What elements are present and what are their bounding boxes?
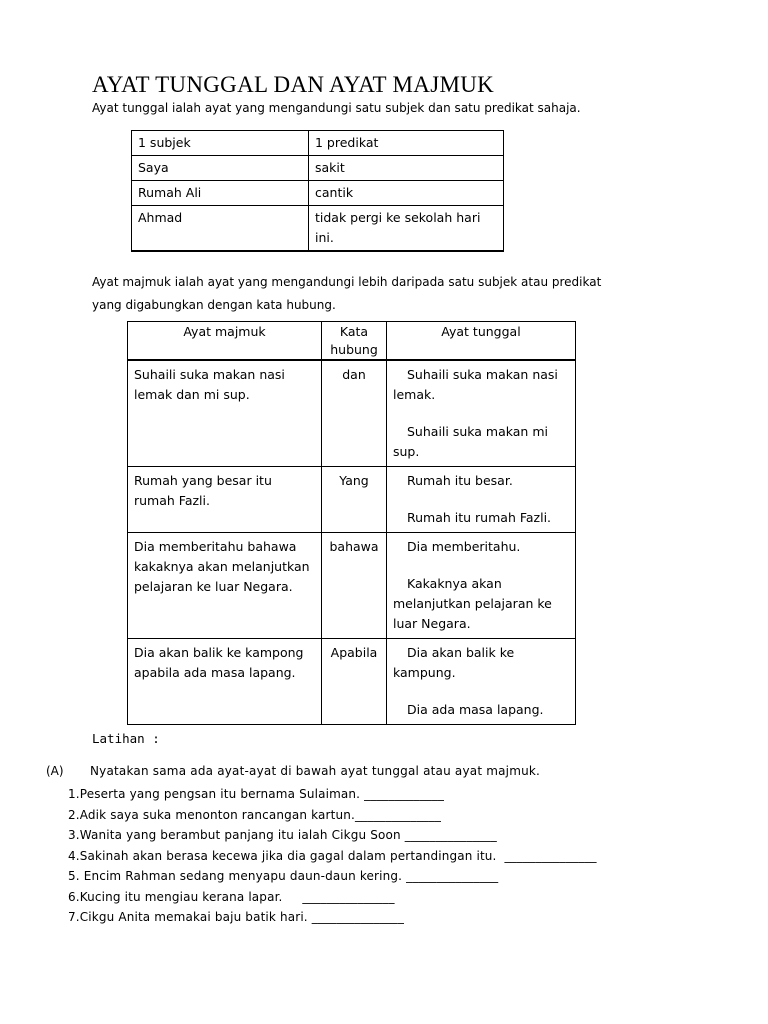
exercise-item: 1.Peserta yang pengsan itu bernama Sulaiman. _____________ (68, 787, 445, 801)
exercise-item: 2.Adik saya suka menonton rancangan kartun.______________ (68, 807, 442, 822)
tunggal-sentence: Suhaili suka makan nasi lemak. (393, 367, 558, 402)
exercise-item: 5. Encim Rahman sedang menyapu daun-daun kering. _______________ (68, 869, 499, 883)
cell-tunggal (387, 639, 576, 725)
table-row (128, 533, 576, 639)
exercise-item: 4.Sakinah akan berasa kecewa jika dia gagal dalam pertandingan itu. _______________ (68, 848, 597, 863)
header-ayat-majmuk: Ayat majmuk (128, 322, 322, 361)
cell-majmuk: Rumah yang besar itu rumah Fazli. (128, 467, 322, 533)
cell-predikat: cantik (309, 181, 504, 206)
table-row (128, 467, 576, 533)
table-row (132, 156, 504, 181)
cell-tunggal (387, 360, 576, 467)
exercise-item: 6.Kucing itu mengiau kerana lapar. _______________ (68, 889, 395, 904)
cell-tunggal (387, 533, 576, 639)
cell-hubung: Apabila (322, 639, 387, 725)
cell-majmuk: Suhaili suka makan nasi lemak dan mi sup. (128, 360, 322, 467)
definition-ayat-majmuk: Ayat majmuk ialah ayat yang mengandungi lebih daripada satu subjek atau predikat yang digabungkan dengan kata hubung. (92, 275, 602, 312)
cell-hubung: Yang (322, 467, 387, 533)
table-row (128, 639, 576, 725)
page-title: AYAT TUNGGAL DAN AYAT MAJMUK (92, 72, 495, 97)
tunggal-sentence: Suhaili suka makan mi sup. (393, 424, 548, 459)
header-subjek: 1 subjek (132, 131, 309, 156)
table-ayat-tunggal (131, 130, 504, 252)
exercise-item: 7.Cikgu Anita memakai baju batik hari. _______________ (68, 910, 404, 924)
header-predikat: 1 predikat (309, 131, 504, 156)
header-ayat-tunggal: Ayat tunggal (387, 322, 576, 361)
cell-tunggal (387, 467, 576, 533)
exercise-instruction: Nyatakan sama ada ayat-ayat di bawah ayat tunggal atau ayat majmuk. (90, 764, 541, 778)
exercise-list (68, 784, 597, 928)
latihan-heading: Latihan : (92, 731, 160, 746)
table-ayat-majmuk (127, 321, 576, 725)
table-row (132, 206, 504, 252)
exercise-label: (A) (46, 764, 64, 778)
tunggal-sentence: Rumah itu besar. (407, 473, 513, 488)
tunggal-sentence: Dia ada masa lapang. (407, 702, 544, 717)
cell-predikat: sakit (309, 156, 504, 181)
cell-majmuk: Dia memberitahu bahawa kakaknya akan melanjutkan pelajaran ke luar Negara. (128, 533, 322, 639)
tunggal-sentence: Dia memberitahu. (407, 539, 521, 554)
exercise-item: 3.Wanita yang berambut panjang itu ialah Cikgu Soon _______________ (68, 828, 497, 842)
table-row (128, 360, 576, 467)
cell-hubung: bahawa (322, 533, 387, 639)
cell-predikat: tidak pergi ke sekolah hari ini. (309, 206, 504, 252)
cell-hubung: dan (322, 360, 387, 467)
table-row (132, 181, 504, 206)
cell-subjek: Rumah Ali (132, 181, 309, 206)
table-header-row (132, 131, 504, 156)
header-kata-hubung: Kata hubung (322, 322, 387, 361)
table-header-row (128, 322, 576, 361)
tunggal-sentence: Rumah itu rumah Fazli. (407, 510, 552, 525)
tunggal-sentence: Kakaknya akan melanjutkan pelajaran ke luar Negara. (393, 576, 552, 631)
tunggal-sentence: Dia akan balik ke kampung. (393, 645, 515, 680)
cell-subjek: Saya (132, 156, 309, 181)
cell-majmuk: Dia akan balik ke kampong apabila ada masa lapang. (128, 639, 322, 725)
definition-ayat-tunggal: Ayat tunggal ialah ayat yang mengandungi satu subjek dan satu predikat sahaja. (92, 101, 581, 115)
cell-subjek: Ahmad (132, 206, 309, 252)
